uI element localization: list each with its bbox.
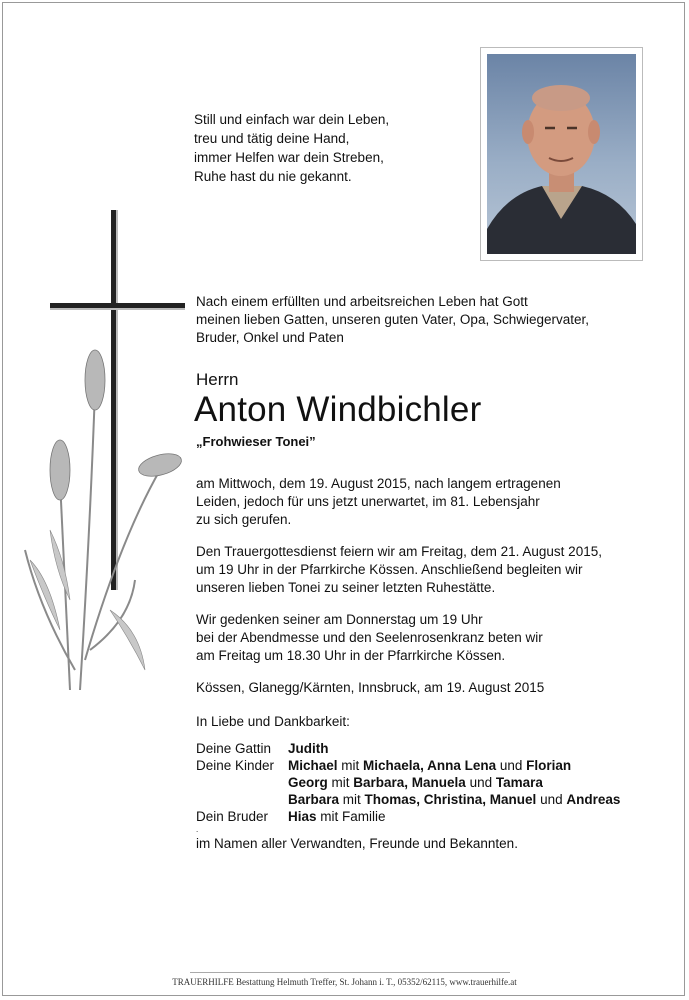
family-name: Florian [526, 758, 572, 773]
family-name: Barbara [288, 792, 340, 807]
family-name: Michaela [363, 758, 421, 773]
family-text: und [465, 775, 496, 790]
poem-line: treu und tätig deine Hand, [194, 131, 350, 146]
family-text: und [536, 792, 567, 807]
relatives-line: im Namen aller Verwandten, Freunde und Bekannten. [196, 836, 518, 851]
death-line: Leiden, jedoch für uns jetzt unerwartet, im 81. Lebensjahr [196, 494, 540, 509]
intro-line: meinen lieben Gatten, unseren guten Vater, Opa, Schwiegervater, [196, 312, 589, 327]
place-date: Kössen, Glanegg/Kärnten, Innsbruck, am 19. August 2015 [196, 680, 545, 695]
poem [194, 110, 389, 186]
memorial-line: Wir gedenken seiner am Donnerstag um 19 Uhr [196, 612, 483, 627]
family-row-gattin [196, 740, 620, 757]
family-label: Deine Gattin [196, 741, 272, 756]
family-row-kinder [196, 757, 620, 774]
family-name: Andreas [566, 792, 621, 807]
family-row-kinder-3 [196, 791, 620, 808]
intro-line: Nach einem erfüllten und arbeitsreichen Leben hat Gott [196, 294, 528, 309]
funeral-notice [196, 543, 602, 597]
memorial-line: am Freitag um 18.30 Uhr in der Pfarrkirche Kössen. [196, 648, 506, 663]
portrait-photo [480, 47, 643, 261]
footer-divider [190, 972, 510, 973]
family-text: , [420, 758, 428, 773]
family-text: mit [337, 758, 364, 773]
family-label: Deine Kinder [196, 758, 275, 773]
deceased-name: Anton Windbichler [194, 390, 482, 429]
footer-credit: TRAUERHILFE Bestattung Helmuth Treffer, St. Johann i. T., 05352/62115, www.trauerhilfe.at [172, 977, 517, 987]
family-name: Thomas, Christina, Manuel [364, 792, 537, 807]
family-list [196, 740, 620, 852]
funeral-line: um 19 Uhr in der Pfarrkirche Kössen. Anschließend begleiten wir [196, 562, 583, 577]
family-name: Tamara [495, 775, 543, 790]
family-name: Judith [288, 741, 329, 756]
death-line: zu sich gerufen. [196, 512, 292, 527]
family-name: Barbara, Manuela [353, 775, 466, 790]
family-label: Dein Bruder [196, 809, 269, 824]
death-notice [196, 475, 561, 529]
family-row-kinder-2 [196, 774, 620, 791]
nickname: „Frohwieser Tonei” [196, 434, 316, 449]
memorial-notice [196, 611, 543, 665]
family-text: mit [339, 792, 365, 807]
poem-line: immer Helfen war dein Streben, [194, 150, 384, 165]
salutation: Herrn [196, 370, 239, 389]
funeral-line: Den Trauergottesdienst feiern wir am Freitag, dem 21. August 2015, [196, 544, 602, 559]
intro-text [196, 293, 589, 347]
family-name: Anna Lena [427, 758, 497, 773]
funeral-line: unseren lieben Tonei zu seiner letzten Ruhestätte. [196, 580, 496, 595]
closing: In Liebe und Dankbarkeit: [196, 714, 350, 729]
death-line: am Mittwoch, dem 19. August 2015, nach langem ertragenen [196, 476, 561, 491]
poem-line: Still und einfach war dein Leben, [194, 112, 390, 127]
memorial-line: bei der Abendmesse und den Seelenrosenkranz beten wir [196, 630, 543, 645]
family-name: Michael [288, 758, 338, 773]
family-row-bruder [196, 808, 620, 825]
family-text: mit [327, 775, 354, 790]
family-text: und [496, 758, 527, 773]
intro-line: Bruder, Onkel und Paten [196, 330, 344, 345]
wheat-icon [20, 330, 195, 700]
family-name: Georg [288, 775, 328, 790]
family-text: mit Familie [316, 809, 386, 824]
family-name: Hias [288, 809, 317, 824]
portrait-image [487, 54, 636, 254]
poem-line: Ruhe hast du nie gekannt. [194, 169, 352, 184]
separator-dot: . [196, 825, 199, 834]
